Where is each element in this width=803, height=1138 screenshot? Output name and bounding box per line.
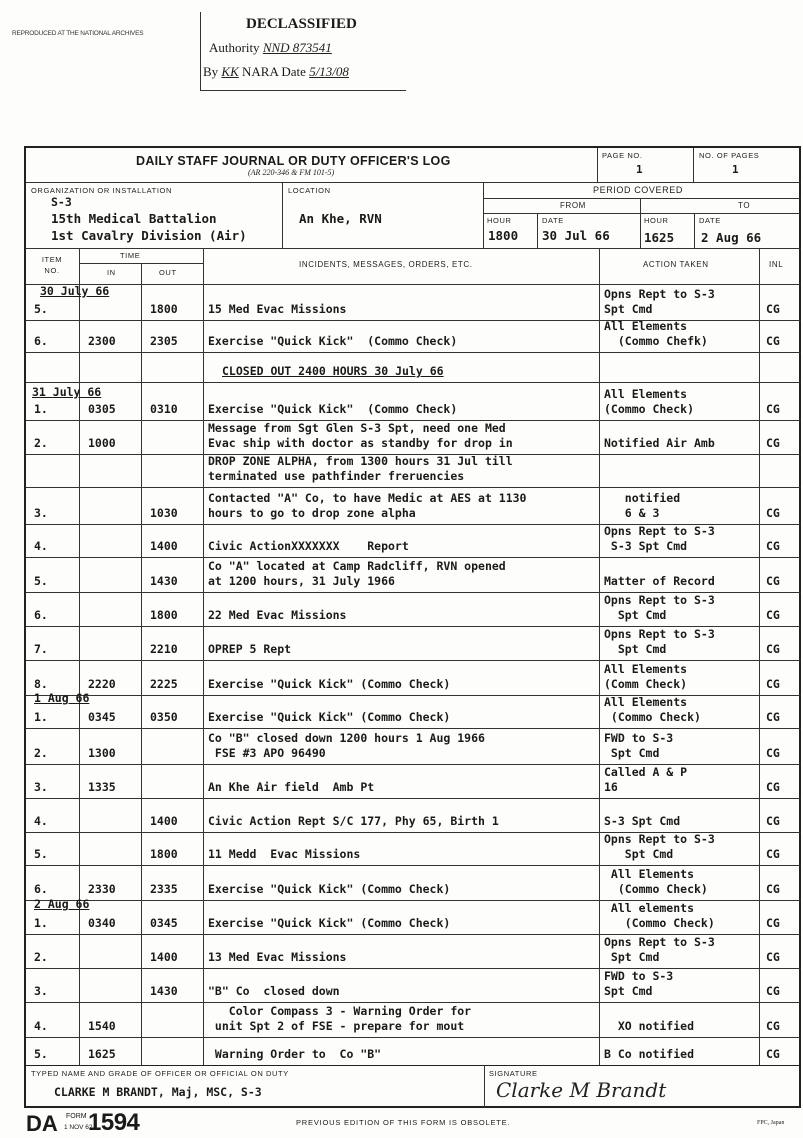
time-out: 1800 [150,302,178,316]
action-taken: All elements (Commo Check) [610,901,715,930]
stamp-authority-line [209,40,332,56]
time-out: 1430 [150,574,178,588]
action-taken: FWD to S-3 Spt Cmd [604,731,674,760]
item-no: 2. [34,746,48,760]
initials: CG [766,984,780,998]
item-no: 4. [34,814,48,828]
nara-date-value: 5/13/08 [309,64,349,79]
action-taken: Opns Rept to S-3 Spt Cmd [604,832,715,861]
action-taken: Opns Rept to S-3 S-3 Spt Cmd [604,524,715,553]
action-taken: Notified Air Amb [604,436,715,450]
to-date: 2 Aug 66 [701,230,762,245]
stamp-title: DECLASSIFIED [246,16,357,32]
item-no: 1. [34,710,48,724]
initials: CG [766,916,780,930]
time-in: 1540 [88,1019,116,1033]
initials: CG [766,574,780,588]
item-no: 2. [34,950,48,964]
col-out: OUT [159,268,177,277]
action-taken: Opns Rept to S-3 Spt Cmd [604,287,715,316]
item-no: 6. [34,608,48,622]
item-no: 5. [34,302,48,316]
authority-label: Authority [209,40,260,55]
to-date-label: DATE [699,216,721,225]
incident-text: Civic ActionXXXXXXX Report [208,539,409,553]
time-in: 2330 [88,882,116,896]
organization-line-3: 1st Cavalry Division (Air) [51,228,247,243]
action-taken: Opns Rept to S-3 Spt Cmd [604,593,715,622]
time-out: 1400 [150,950,178,964]
row-divider [26,1037,801,1038]
item-no: 3. [34,984,48,998]
item-no: 3. [34,780,48,794]
date-header-1-aug: 1 Aug 66 [34,691,90,705]
incident-text: 22 Med Evac Missions [208,608,347,622]
officer-name: CLARKE M BRANDT, Maj, MSC, S-3 [54,1085,262,1099]
action-taken: All Elements (Commo Check) [610,867,708,896]
incident-text: "B" Co closed down [208,984,340,998]
to-label: TO [738,201,751,210]
period-covered-label: PERIOD COVERED [593,185,683,195]
item-no: 8. [34,677,48,691]
form-date: 1 NOV 62 [64,1124,93,1131]
incident-text: An Khe Air field Amb Pt [208,780,375,794]
item-no: 1. [34,916,48,930]
initials: CG [766,780,780,794]
row-divider [26,660,801,661]
time-in: 1335 [88,780,116,794]
location-value: An Khe, RVN [299,211,382,226]
signature-label: SIGNATURE [489,1069,538,1078]
to-hour-label: HOUR [644,216,669,225]
action-taken: Matter of Record [604,574,715,588]
item-no: 2. [34,436,48,450]
initials: CG [766,950,780,964]
item-no: 1. [34,402,48,416]
action-taken: Opns Rept to S-3 Spt Cmd [604,627,715,656]
incident-text: Civic Action Rept S/C 177, Phy 65, Birth 1 [208,814,499,828]
initials: CG [766,506,780,520]
time-in: 1300 [88,746,116,760]
incident-text: Co "A" located at Camp Radcliff, RVN opened at 1200 hours, 31 July 1966 [208,559,506,588]
incident-text: Contacted "A" Co, to have Medic at AES at 1130 hours to go to drop zone alpha [208,491,527,520]
page-no-value: 1 [636,163,643,176]
action-taken: Opns Rept to S-3 Spt Cmd [604,935,715,964]
from-date-label: DATE [542,216,564,225]
by-label: By [203,64,219,79]
action-taken: All Elements (Commo Check) [604,387,695,416]
date-header-2-aug: 2 Aug 66 [34,897,90,911]
incident-text: Message from Sgt Glen S-3 Spt, need one Med Evac ship with doctor as standby for drop in [208,421,513,450]
action-taken: All Elements (Commo Chefk) [604,319,708,348]
to-hour: 1625 [644,230,675,245]
date-header-31-july: 31 July 66 [32,385,102,399]
item-no: 7. [34,642,48,656]
initials: CG [766,1019,780,1033]
initials: CG [766,882,780,896]
initials: CG [766,1047,780,1061]
time-in: 1000 [88,436,116,450]
location-label: LOCATION [288,186,331,195]
time-out: 2210 [150,642,178,656]
item-no: 6. [34,334,48,348]
row-divider [26,968,801,969]
signature: Clarke M Brandt [496,1078,667,1102]
action-taken: FWD to S-3 Spt Cmd [604,969,674,998]
time-in: 0345 [88,710,116,724]
time-in: 1625 [88,1047,116,1061]
initials: CG [766,746,780,760]
item-no: 5. [34,847,48,861]
header-divider [26,284,801,285]
initials: CG [766,642,780,656]
incident-text: Co "B" closed down 1200 hours 1 Aug 1966 FSE #3 APO 96490 [208,731,485,760]
incident-text: Exercise "Quick Kick" (Commo Check) [208,916,451,930]
form-title: DAILY STAFF JOURNAL OR DUTY OFFICER'S LOG [136,154,451,168]
time-in: 2300 [88,334,116,348]
row-divider [26,352,801,353]
incident-text: Exercise "Quick Kick" (Commo Check) [208,882,451,896]
col-item-no: ITEM NO. [41,255,63,275]
incident-text: Exercise "Quick Kick" (Commo Check) [208,710,451,724]
time-out: 1400 [150,814,178,828]
time-out: 0350 [150,710,178,724]
initials: CG [766,608,780,622]
row-divider [26,1002,801,1003]
action-taken: B Co notified [604,1047,695,1061]
action-taken: S-3 Spt Cmd [604,814,681,828]
from-hour-label: HOUR [487,216,512,225]
time-out: 0310 [150,402,178,416]
time-out: 1800 [150,847,178,861]
initials: CG [766,814,780,828]
incident-text: Exercise "Quick Kick" (Commo Check) [208,677,451,691]
archive-note: REPRODUCED AT THE NATIONAL ARCHIVES [12,30,144,37]
col-action: ACTION TAKEN [643,260,709,269]
time-in: 0305 [88,402,116,416]
no-of-pages-label: NO. OF PAGES [699,151,760,160]
initials: CG [766,539,780,553]
action-taken: Called A & P 16 [604,765,688,794]
authority-value: NND 873541 [262,40,332,55]
initials: CG [766,302,780,316]
declassified-stamp [200,12,406,91]
initials: CG [766,402,780,416]
item-no: 5. [34,574,48,588]
time-out: 0345 [150,916,178,930]
time-out: 1030 [150,506,178,520]
incident-text: Color Compass 3 - Warning Order for unit Spt 2 of FSE - prepare for mout [214,1004,472,1033]
organization-label: ORGANIZATION OR INSTALLATION [31,186,172,195]
action-taken: All Elements (Comm Check) [604,662,688,691]
initials: CG [766,677,780,691]
row-divider [26,728,801,729]
incident-text: 15 Med Evac Missions [208,302,347,316]
organization-line-1: S-3 [51,195,72,209]
row-divider [26,557,801,558]
time-out: 2335 [150,882,178,896]
col-inl: INL [769,260,784,269]
col-in: IN [107,268,116,277]
from-label: FROM [560,201,586,210]
page-no-label: PAGE NO. [602,151,643,160]
row-divider [26,487,801,488]
action-taken: notified 6 & 3 [624,491,681,520]
incident-text: 11 Medd Evac Missions [208,847,361,861]
item-no: 4. [34,1019,48,1033]
col-incidents: INCIDENTS, MESSAGES, ORDERS, ETC. [299,260,473,269]
printer-note: FPC, Japan [757,1120,785,1126]
time-out: 2305 [150,334,178,348]
incident-text: Exercise "Quick Kick" (Commo Check) [208,402,458,416]
time-out: 1800 [150,608,178,622]
row-divider [26,382,801,383]
time-out: 2225 [150,677,178,691]
initials: CG [766,710,780,724]
stamp-by-line [203,64,349,80]
form-subtitle: (AR 220-346 & FM 101-5) [248,168,335,177]
incident-text: Warning Order to Co "B" [208,1047,382,1061]
date-header-30-july: 30 July 66 [40,284,110,298]
row-divider [26,798,801,799]
time-out: 1400 [150,539,178,553]
incident-text: 13 Med Evac Missions [208,950,347,964]
item-no: 4. [34,539,48,553]
col-time: TIME [120,251,141,260]
initials: CG [766,334,780,348]
initials: CG [766,847,780,861]
row-divider [26,865,801,866]
item-no: 6. [34,882,48,896]
from-date: 30 Jul 66 [542,228,610,243]
item-no: 5. [34,1047,48,1061]
by-value: KK [221,64,239,79]
form-prefix: DA [26,1111,58,1136]
form-word: FORM [66,1113,87,1120]
incident-text: OPREP 5 Rept [208,642,292,656]
time-in: 2220 [88,677,116,691]
from-hour: 1800 [488,228,519,243]
nara-date-label: NARA Date [242,64,306,79]
action-taken: XO notified [604,1019,695,1033]
time-out: 1430 [150,984,178,998]
officer-label: TYPED NAME AND GRADE OF OFFICER OR OFFICIAL ON DUTY [31,1069,289,1078]
no-of-pages-value: 1 [732,163,739,176]
item-no: 3. [34,506,48,520]
organization-line-2: 15th Medical Battalion [51,211,217,226]
incident-text: DROP ZONE ALPHA, from 1300 hours 31 Jul till terminated use pathfinder freruencies [208,454,513,483]
initials: CG [766,436,780,450]
previous-edition-note: PREVIOUS EDITION OF THIS FORM IS OBSOLETE. [296,1118,511,1127]
incident-text: Exercise "Quick Kick" (Commo Check) [208,334,458,348]
action-taken: All Elements (Commo Check) [604,695,701,724]
incident-text: CLOSED OUT 2400 HOURS 30 July 66 [222,364,444,378]
time-in: 0340 [88,916,116,930]
form-number: 1594 [88,1109,140,1136]
journal-form [24,146,801,1108]
